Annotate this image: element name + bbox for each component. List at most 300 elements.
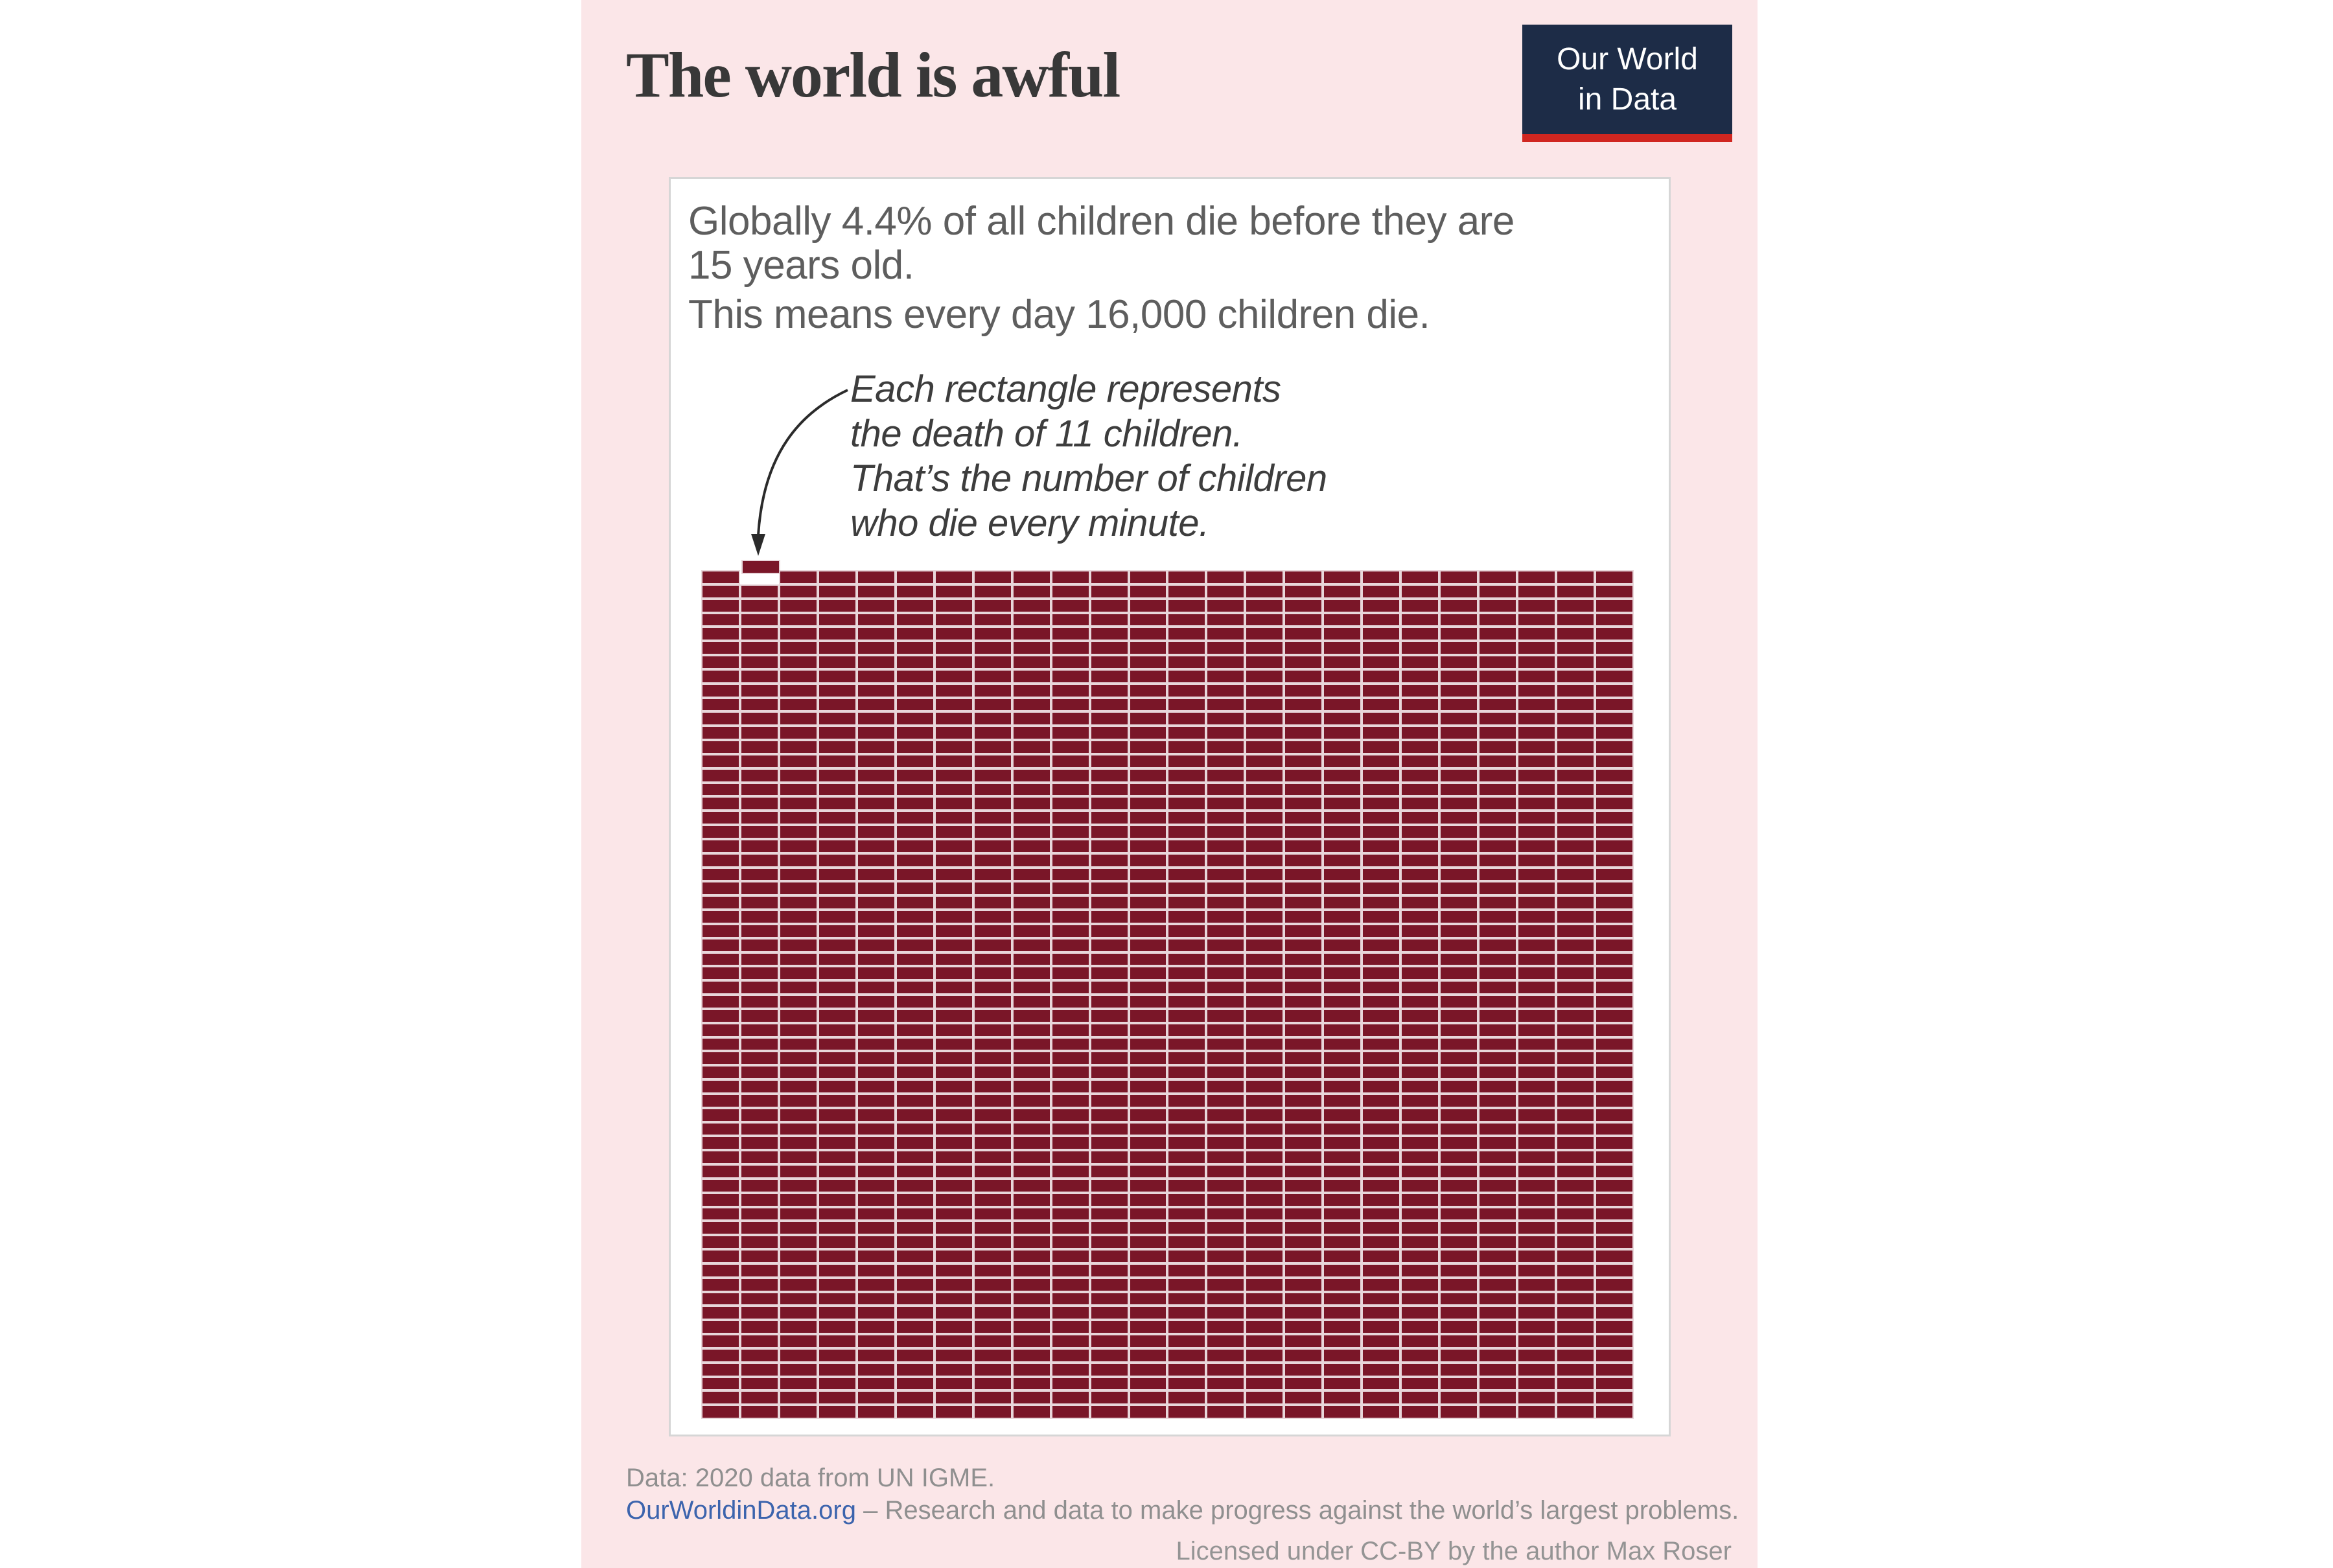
death-rectangle — [897, 982, 933, 993]
death-rectangle — [1480, 1137, 1516, 1149]
death-rectangle — [858, 1208, 894, 1220]
death-rectangle — [1518, 1208, 1555, 1220]
death-rectangle — [936, 1335, 972, 1347]
death-rectangle — [1091, 1251, 1128, 1262]
death-rectangle — [1480, 1222, 1516, 1234]
death-rectangle — [936, 954, 972, 965]
death-rectangle — [1441, 1052, 1477, 1064]
death-rectangle — [702, 1180, 739, 1192]
death-rectangle — [1130, 1265, 1166, 1276]
death-rectangle — [741, 1052, 778, 1064]
death-rectangle — [1402, 798, 1438, 809]
death-rectangle — [819, 911, 855, 923]
death-rectangle — [936, 869, 972, 881]
death-rectangle — [1014, 954, 1050, 965]
death-rectangle — [1014, 642, 1050, 654]
death-rectangle — [1441, 699, 1477, 711]
death-rectangle — [936, 840, 972, 852]
death-rectangle — [897, 1378, 933, 1390]
death-rectangle — [1052, 855, 1089, 866]
death-rectangle — [1480, 1350, 1516, 1361]
death-rectangle — [1285, 1039, 1321, 1050]
death-rectangle — [1285, 840, 1321, 852]
death-rectangle — [975, 1265, 1011, 1276]
death-rectangle — [1014, 1321, 1050, 1333]
death-rectangle — [780, 755, 817, 767]
death-rectangle — [1324, 1137, 1360, 1149]
death-rectangle — [858, 1392, 894, 1403]
death-rectangle — [1363, 1109, 1399, 1121]
death-rectangle — [1130, 1081, 1166, 1092]
death-rectangle — [1207, 727, 1244, 739]
death-rectangle — [1091, 1364, 1128, 1376]
death-rectangle — [1324, 1166, 1360, 1177]
death-rectangle — [858, 1265, 894, 1276]
death-rectangle — [1480, 1010, 1516, 1022]
death-rectangle — [1557, 1392, 1594, 1403]
death-rectangle — [858, 755, 894, 767]
death-rectangle — [936, 628, 972, 640]
death-rectangle — [780, 1364, 817, 1376]
death-rectangle — [1518, 1392, 1555, 1403]
death-rectangle — [897, 656, 933, 668]
death-rectangle — [1518, 996, 1555, 1008]
death-rectangle — [1014, 1335, 1050, 1347]
death-rectangle — [1324, 1024, 1360, 1036]
death-rectangle — [780, 882, 817, 894]
death-rectangle — [858, 741, 894, 753]
death-rectangle — [1052, 911, 1089, 923]
death-rectangle — [780, 1251, 817, 1262]
death-rectangle — [1324, 982, 1360, 993]
death-rectangle — [936, 826, 972, 838]
death-rectangle — [1246, 967, 1283, 979]
death-rectangle — [936, 925, 972, 937]
death-rectangle — [1363, 727, 1399, 739]
death-rectangle — [1480, 671, 1516, 682]
death-rectangle — [1402, 882, 1438, 894]
death-rectangle — [975, 996, 1011, 1008]
death-rectangle — [1168, 1378, 1205, 1390]
death-rectangle — [1402, 1406, 1438, 1418]
death-rectangle — [1052, 940, 1089, 951]
death-rectangle — [780, 1293, 817, 1305]
death-rectangle — [702, 882, 739, 894]
death-rectangle — [1168, 1279, 1205, 1291]
death-rectangle — [741, 713, 778, 724]
death-rectangle — [975, 784, 1011, 796]
death-rectangle — [1441, 840, 1477, 852]
death-rectangle — [1246, 812, 1283, 824]
death-rectangle — [1052, 1124, 1089, 1135]
death-rectangle — [1014, 840, 1050, 852]
death-rectangle — [1402, 586, 1438, 597]
death-rectangle — [1052, 685, 1089, 697]
death-rectangle — [1246, 826, 1283, 838]
death-rectangle — [858, 1279, 894, 1291]
death-rectangle — [1596, 897, 1632, 908]
death-rectangle — [1596, 925, 1632, 937]
death-rectangle — [1014, 1095, 1050, 1107]
death-rectangle — [1091, 1307, 1128, 1319]
death-rectangle — [1207, 571, 1244, 583]
death-rectangle — [1168, 642, 1205, 654]
death-rectangle — [1091, 1066, 1128, 1078]
death-rectangle — [1596, 826, 1632, 838]
death-rectangle — [858, 855, 894, 866]
death-rectangle — [1480, 642, 1516, 654]
death-rectangle — [1014, 1392, 1050, 1403]
death-rectangle — [936, 1265, 972, 1276]
death-rectangle — [1402, 1364, 1438, 1376]
death-rectangle — [858, 812, 894, 824]
death-rectangle — [1168, 996, 1205, 1008]
death-rectangle — [1014, 940, 1050, 951]
death-rectangle — [1207, 1166, 1244, 1177]
death-rectangle — [1052, 699, 1089, 711]
death-rectangle — [1363, 1194, 1399, 1206]
death-rectangle — [1246, 1378, 1283, 1390]
death-rectangle — [858, 614, 894, 626]
death-rectangle — [780, 1321, 817, 1333]
death-rectangle — [1441, 1124, 1477, 1135]
death-rectangle — [1596, 1095, 1632, 1107]
death-rectangle — [1441, 1137, 1477, 1149]
death-rectangle — [1480, 798, 1516, 809]
death-rectangle — [1130, 1335, 1166, 1347]
death-rectangle — [1596, 628, 1632, 640]
death-rectangle — [1518, 1265, 1555, 1276]
death-rectangle — [819, 1151, 855, 1163]
death-rectangle — [1207, 911, 1244, 923]
death-rectangle — [1130, 1095, 1166, 1107]
death-rectangle — [1091, 1350, 1128, 1361]
death-rectangle — [1480, 755, 1516, 767]
death-rectangle — [702, 1109, 739, 1121]
death-rectangle — [1014, 798, 1050, 809]
death-rectangle — [1557, 741, 1594, 753]
death-rectangle — [819, 741, 855, 753]
death-rectangle — [1557, 1378, 1594, 1390]
death-rectangle — [1441, 869, 1477, 881]
death-rectangle — [819, 1335, 855, 1347]
owid-link[interactable]: OurWorldinData.org — [626, 1496, 856, 1525]
death-rectangle — [1091, 1109, 1128, 1121]
death-rectangle — [936, 1052, 972, 1064]
death-rectangle — [975, 798, 1011, 809]
death-rectangle — [1130, 1222, 1166, 1234]
death-rectangle — [1130, 586, 1166, 597]
death-rectangle — [1324, 1364, 1360, 1376]
death-rectangle — [1091, 1081, 1128, 1092]
death-rectangle — [1014, 1350, 1050, 1361]
death-rectangle — [936, 713, 972, 724]
death-rectangle — [897, 571, 933, 583]
death-rectangle — [702, 1307, 739, 1319]
death-rectangle — [1285, 1137, 1321, 1149]
death-rectangle — [1557, 1010, 1594, 1022]
death-rectangle — [1130, 1151, 1166, 1163]
death-rectangle — [741, 1279, 778, 1291]
death-rectangle — [897, 642, 933, 654]
death-rectangle — [1168, 1095, 1205, 1107]
death-rectangle — [1285, 869, 1321, 881]
death-rectangle — [1518, 1052, 1555, 1064]
death-rectangle — [741, 642, 778, 654]
death-rectangle — [1246, 1010, 1283, 1022]
death-rectangle — [1285, 911, 1321, 923]
death-rectangle — [780, 1279, 817, 1291]
death-rectangle — [858, 925, 894, 937]
death-rectangle — [936, 1208, 972, 1220]
death-rectangle — [741, 855, 778, 866]
death-rectangle — [936, 1279, 972, 1291]
death-rectangle — [1363, 656, 1399, 668]
death-rectangle — [1285, 571, 1321, 583]
death-rectangle — [1014, 897, 1050, 908]
death-rectangle — [1324, 741, 1360, 753]
death-rectangle — [1285, 1052, 1321, 1064]
death-rectangle — [702, 1406, 739, 1418]
death-rectangle — [702, 996, 739, 1008]
owid-logo — [1522, 25, 1732, 142]
death-rectangle — [858, 1406, 894, 1418]
death-rectangle — [819, 1109, 855, 1121]
death-rectangle — [702, 911, 739, 923]
death-rectangle — [1596, 1137, 1632, 1149]
death-rectangle — [1557, 614, 1594, 626]
death-rectangle — [1363, 1364, 1399, 1376]
death-rectangle — [975, 1194, 1011, 1206]
death-rectangle — [741, 1081, 778, 1092]
death-rectangle — [1402, 1151, 1438, 1163]
death-rectangle — [1207, 1236, 1244, 1248]
death-rectangle — [897, 1251, 933, 1262]
death-rectangle — [1557, 982, 1594, 993]
death-rectangle — [1285, 1350, 1321, 1361]
death-rectangle — [1441, 954, 1477, 965]
death-rectangle — [1441, 586, 1477, 597]
death-rectangle — [1480, 713, 1516, 724]
death-rectangle — [1285, 784, 1321, 796]
death-rectangle — [1402, 671, 1438, 682]
death-rectangle — [1441, 1151, 1477, 1163]
death-rectangle — [897, 784, 933, 796]
death-rectangle — [1014, 671, 1050, 682]
death-rectangle — [1052, 982, 1089, 993]
death-rectangle — [702, 1024, 739, 1036]
death-rectangle — [1596, 642, 1632, 654]
death-rectangle — [1480, 656, 1516, 668]
death-rectangle — [1324, 614, 1360, 626]
death-rectangle — [1091, 1124, 1128, 1135]
death-rectangle — [1518, 628, 1555, 640]
death-rectangle — [936, 1293, 972, 1305]
death-rectangle — [1091, 1137, 1128, 1149]
death-rectangle — [1557, 1335, 1594, 1347]
death-rectangle — [1324, 642, 1360, 654]
death-rectangle — [1091, 826, 1128, 838]
death-rectangle — [1130, 628, 1166, 640]
death-rectangle — [975, 940, 1011, 951]
death-rectangle — [1557, 967, 1594, 979]
death-rectangle — [702, 1208, 739, 1220]
death-rectangle — [1285, 1364, 1321, 1376]
death-rectangle — [1207, 671, 1244, 682]
death-rectangle — [1130, 1236, 1166, 1248]
death-rectangle — [1052, 1109, 1089, 1121]
death-rectangle — [702, 614, 739, 626]
death-rectangle — [1480, 1335, 1516, 1347]
death-rectangle — [1557, 784, 1594, 796]
death-rectangle — [1363, 1251, 1399, 1262]
death-rectangle — [1363, 1321, 1399, 1333]
death-rectangle — [1168, 1293, 1205, 1305]
death-rectangle — [780, 996, 817, 1008]
death-rectangle — [897, 1392, 933, 1403]
death-rectangle — [1480, 1321, 1516, 1333]
death-rectangle — [780, 1180, 817, 1192]
death-rectangle — [1091, 911, 1128, 923]
death-rectangle — [1168, 671, 1205, 682]
death-rectangle — [897, 586, 933, 597]
death-rectangle — [1091, 770, 1128, 781]
death-rectangle — [1091, 967, 1128, 979]
death-rectangle — [1596, 1180, 1632, 1192]
death-rectangle — [1014, 1010, 1050, 1022]
death-rectangle — [1402, 840, 1438, 852]
death-rectangle — [1246, 1052, 1283, 1064]
death-rectangle — [936, 699, 972, 711]
death-rectangle — [1480, 840, 1516, 852]
death-rectangle — [1324, 1378, 1360, 1390]
death-rectangle — [1596, 755, 1632, 767]
death-rectangle — [1480, 1024, 1516, 1036]
death-rectangle — [1168, 897, 1205, 908]
death-rectangle — [936, 685, 972, 697]
death-rectangle — [1557, 1194, 1594, 1206]
death-rectangle — [1480, 1364, 1516, 1376]
death-rectangle — [1285, 671, 1321, 682]
death-rectangle — [1324, 1010, 1360, 1022]
death-rectangle — [975, 755, 1011, 767]
death-rectangle — [1014, 1307, 1050, 1319]
death-rectangle — [1014, 982, 1050, 993]
death-rectangle — [858, 1378, 894, 1390]
death-rectangle — [819, 1010, 855, 1022]
death-rectangle — [1091, 727, 1128, 739]
death-rectangle — [1441, 713, 1477, 724]
death-rectangle — [1052, 826, 1089, 838]
death-rectangle — [1014, 1024, 1050, 1036]
death-rectangle — [858, 1222, 894, 1234]
death-rectangle — [1052, 727, 1089, 739]
death-rectangle — [702, 1364, 739, 1376]
death-rectangle — [1285, 855, 1321, 866]
death-rectangle — [897, 600, 933, 612]
death-rectangle — [1363, 770, 1399, 781]
death-rectangle — [1091, 571, 1128, 583]
death-rectangle — [936, 614, 972, 626]
death-rectangle — [858, 869, 894, 881]
death-rectangle — [1402, 1236, 1438, 1248]
death-rectangle — [1130, 855, 1166, 866]
death-rectangle — [819, 1265, 855, 1276]
death-rectangle — [1402, 1222, 1438, 1234]
death-rectangle — [975, 1293, 1011, 1305]
death-rectangle — [975, 869, 1011, 881]
death-rectangle — [1402, 770, 1438, 781]
death-rectangle — [1324, 967, 1360, 979]
death-rectangle — [1518, 869, 1555, 881]
death-rectangle — [780, 586, 817, 597]
death-rectangle — [1402, 897, 1438, 908]
death-rectangle — [741, 1095, 778, 1107]
death-rectangle — [1480, 1066, 1516, 1078]
death-rectangle — [819, 1236, 855, 1248]
death-rectangle — [1596, 840, 1632, 852]
death-rectangle — [1052, 1279, 1089, 1291]
death-rectangle — [819, 784, 855, 796]
death-rectangle — [1402, 1335, 1438, 1347]
death-rectangle — [1207, 1279, 1244, 1291]
death-rectangle — [780, 1166, 817, 1177]
death-rectangle — [741, 1251, 778, 1262]
death-rectangle — [1091, 1378, 1128, 1390]
death-rectangle — [897, 1236, 933, 1248]
death-rectangle — [1441, 911, 1477, 923]
death-rectangle — [858, 1307, 894, 1319]
death-rectangle — [1518, 1335, 1555, 1347]
death-rectangle — [780, 982, 817, 993]
death-rectangle — [702, 1222, 739, 1234]
death-rectangle — [1557, 1307, 1594, 1319]
death-rectangle — [702, 755, 739, 767]
death-rectangle — [1052, 770, 1089, 781]
death-rectangle — [1285, 1236, 1321, 1248]
death-rectangle — [1246, 1109, 1283, 1121]
death-rectangle — [1480, 1392, 1516, 1403]
death-rectangle — [897, 1364, 933, 1376]
death-rectangle — [1285, 656, 1321, 668]
death-rectangle — [702, 1081, 739, 1092]
death-rectangle — [1168, 967, 1205, 979]
death-rectangle — [819, 855, 855, 866]
death-rectangle — [1052, 1052, 1089, 1064]
death-rectangle — [1014, 1364, 1050, 1376]
death-rectangle — [1557, 897, 1594, 908]
death-rectangle — [1168, 1222, 1205, 1234]
death-rectangle — [741, 826, 778, 838]
death-rectangle — [1285, 1251, 1321, 1262]
death-rectangle — [1363, 840, 1399, 852]
death-rectangle — [1441, 798, 1477, 809]
death-rectangle — [1246, 1039, 1283, 1050]
death-rectangle — [1207, 1194, 1244, 1206]
death-rectangle — [1324, 699, 1360, 711]
death-rectangle — [1518, 1251, 1555, 1262]
death-rectangle — [1130, 982, 1166, 993]
death-rectangle — [819, 586, 855, 597]
death-rectangle — [1480, 1293, 1516, 1305]
death-rectangle — [1402, 940, 1438, 951]
death-rectangle — [1324, 1265, 1360, 1276]
death-rectangle — [1168, 1124, 1205, 1135]
death-rectangle — [1130, 755, 1166, 767]
death-rectangle — [1363, 911, 1399, 923]
death-rectangle — [1207, 798, 1244, 809]
death-rectangle — [1557, 1321, 1594, 1333]
